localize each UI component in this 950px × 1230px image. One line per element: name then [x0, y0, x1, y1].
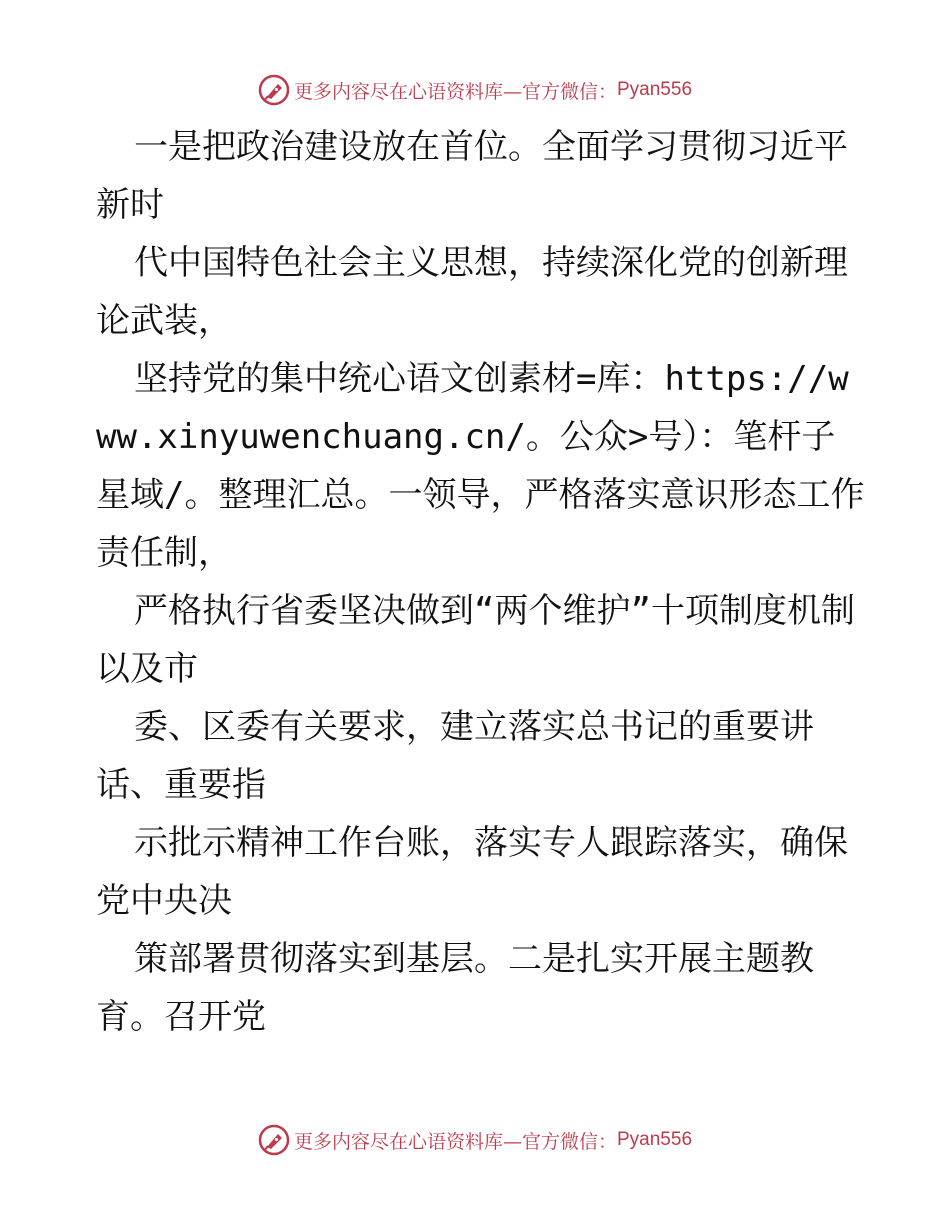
paragraph: 委、区委有关要求，建立落实总书记的重要讲话、重要指 — [96, 707, 814, 805]
header-banner — [0, 70, 950, 110]
footer-banner-handle: Pyan556 — [617, 1129, 693, 1150]
header-banner-handle: Pyan556 — [617, 79, 693, 100]
paragraph: 严格执行省委坚决做到“两个维护”十项制度机制以及市 — [96, 591, 855, 689]
header-banner-text: 更多内容尽在心语资料库—官方微信： — [293, 80, 617, 103]
footer-banner-text: 更多内容尽在心语资料库—官方微信： — [293, 1130, 617, 1153]
pen-nib-logo-icon — [258, 1124, 290, 1156]
paragraph: 策部署贯彻落实到基层。二是扎实开展主题教育。召开党 — [96, 939, 814, 1037]
paragraph: 示批示精神工作台账，落实专人跟踪落实，确保党中央决 — [96, 823, 848, 921]
pen-nib-logo-icon — [258, 74, 290, 106]
document-body — [96, 118, 866, 1046]
paragraph: 一是把政治建设放在首位。全面学习贯彻习近平新时 — [96, 127, 848, 225]
paragraph: 坚持党的集中统心语文创素材=库：https://www.xinyuwenchuang.cn/。公众>号）：笔杆子星域/。整理汇总。一领导，严格落实意识形态工作责任制， — [96, 359, 865, 573]
paragraph: 代中国特色社会主义思想，持续深化党的创新理论武装， — [96, 243, 848, 341]
footer-banner — [0, 1120, 950, 1160]
